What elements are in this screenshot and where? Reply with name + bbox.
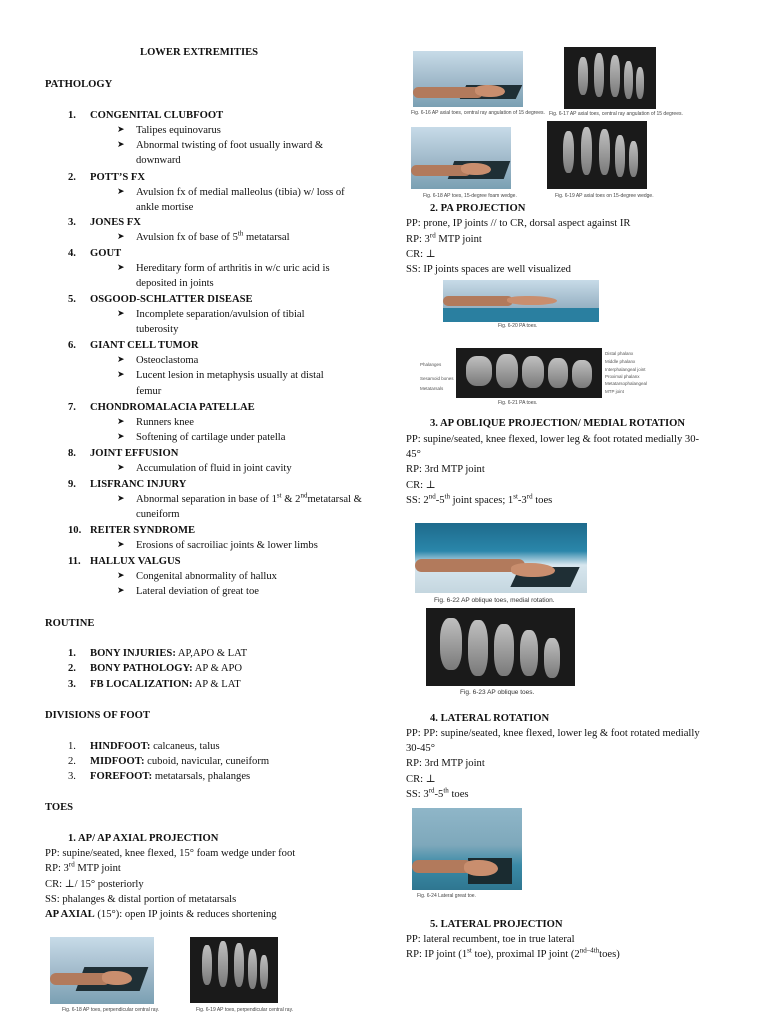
axial-caption-2: Fig. 6-17 AP axial toes, central ray angulation of 15 degrees. (549, 111, 683, 117)
pathology-number: 10. (68, 525, 82, 536)
oblique-photo-caption: Fig. 6-22 AP oblique toes, medial rotation. (434, 597, 555, 604)
pa-label: Phalanges (420, 362, 442, 367)
wedge-photo (411, 127, 511, 189)
bullet-text: Avulsion fx of base of 5th metatarsal (136, 229, 290, 243)
divisions-item: HINDFOOT: calcaneus, talus (90, 741, 220, 752)
bullet-text: Lucent lesion in metaphysis usually at distal (136, 370, 324, 381)
bullet-text: Abnormal separation in base of 1st & 2ndmetatarsal & cuneiform (136, 491, 362, 521)
oblique-cr: CR: ⊥ (406, 480, 436, 491)
pa-title: 2. PA PROJECTION (430, 203, 526, 214)
divisions-item: FOREFOOT: metatarsals, phalanges (90, 771, 251, 782)
lateral-rotation-pp-2: 30-45° (406, 743, 435, 754)
pa-pp: PP: prone, IP joints // to CR, dorsal aspect against IR (406, 218, 631, 229)
bullet-arrow-icon: ➤ (117, 462, 125, 472)
lateral-rotation-caption: Fig. 6-24 Lateral great toe. (417, 893, 476, 899)
oblique-pp-2: 45° (406, 449, 421, 460)
ap-axial-note: AP AXIAL (15°): open IP joints & reduces shortening (45, 909, 277, 920)
pathology-number: 2. (68, 172, 76, 183)
pathology-number: 3. (68, 217, 76, 228)
pa-ss: SS: IP joints spaces are well visualized (406, 264, 571, 275)
bullet-text: Softening of cartilage under patella (136, 432, 286, 443)
oblique-pp-1: PP: supine/seated, knee flexed, lower leg & foot rotated medially 30- (406, 434, 700, 445)
pa-photo (443, 280, 599, 322)
pathology-number: 6. (68, 340, 76, 351)
pathology-number: 11. (68, 556, 81, 567)
lateral-rotation-cr: CR: ⊥ (406, 774, 436, 785)
routine-number: 2. (68, 663, 76, 674)
routine-item: FB LOCALIZATION: AP & LAT (90, 679, 241, 690)
wedge-xray-caption: Fig. 6-19 AP axial toes on 15-degree wedge. (555, 193, 654, 199)
pathology-number: 9. (68, 479, 76, 490)
ap-pp: PP: supine/seated, knee flexed, 15° foam wedge under foot (45, 848, 296, 859)
axial-photo-1 (413, 51, 523, 107)
ap-ss: SS: phalanges & distal portion of metatarsals (45, 894, 237, 905)
pa-label: Proximal phalanx (605, 374, 640, 379)
bullet-arrow-icon: ➤ (117, 139, 125, 149)
pa-label: Metatarsophalangeal (605, 381, 648, 386)
pathology-title: CHONDROMALACIA PATELLAE (90, 402, 255, 413)
bullet-text: Congenital abnormality of hallux (136, 571, 277, 582)
ap-toes-xray (190, 937, 278, 1003)
lateral-rotation-photo (412, 808, 522, 890)
pathology-title: JOINT EFFUSION (90, 448, 179, 459)
bullet-arrow-icon: ➤ (117, 124, 125, 134)
oblique-title: 3. AP OBLIQUE PROJECTION/ MEDIAL ROTATION (430, 418, 686, 429)
bullet-arrow-icon: ➤ (117, 493, 125, 503)
bullet-arrow-icon: ➤ (117, 431, 125, 441)
bullet-arrow-icon: ➤ (117, 369, 125, 379)
oblique-ss: SS: 2nd-5th joint spaces; 1st-3rd toes (406, 492, 553, 506)
pathology-number: 5. (68, 294, 76, 305)
lateral-projection-pp: PP: lateral recumbent, toe in true lateral (406, 934, 575, 945)
bullet-text: Osteoclastoma (136, 355, 199, 366)
pa-label: Sesamoid bones (420, 376, 454, 381)
pathology-title: POTT’S FX (90, 172, 146, 183)
bullet-arrow-icon: ➤ (117, 262, 125, 272)
pathology-title: HALLUX VALGUS (90, 556, 181, 567)
pa-label: Distal phalanx (605, 351, 634, 356)
bullet-text: femur (136, 386, 162, 397)
pathology-number: 8. (68, 448, 76, 459)
pa-label: Interphalangeal joint (605, 367, 646, 372)
routine-item: BONY INJURIES: AP,APO & LAT (90, 648, 248, 659)
axial-caption-1: Fig. 6-16 AP axial toes, central ray angulation of 15 degrees. (411, 110, 545, 116)
bullet-arrow-icon: ➤ (117, 308, 125, 318)
divisions-heading: DIVISIONS OF FOOT (45, 710, 150, 721)
oblique-xray-caption: Fig. 6-23 AP oblique toes. (460, 689, 535, 696)
ap-photo-caption: Fig. 6-18 AP toes, perpendicular central ray. (62, 1007, 160, 1013)
bullet-text: deposited in joints (136, 278, 214, 289)
bullet-text: Lateral deviation of great toe (136, 586, 259, 597)
bullet-text: tuberosity (136, 324, 179, 335)
lateral-rotation-pp-1: PP: PP: supine/seated, knee flexed, lower leg & foot rotated medially (406, 728, 700, 739)
ap-projection-title: 1. AP/ AP AXIAL PROJECTION (68, 833, 219, 844)
routine-number: 1. (68, 648, 76, 659)
bullet-text: Erosions of sacroiliac joints & lower limbs (136, 540, 318, 551)
bullet-arrow-icon: ➤ (117, 570, 125, 580)
toes-heading: TOES (45, 802, 74, 813)
ap-cr: CR: ⊥/ 15° posteriorly (45, 879, 144, 890)
lateral-rotation-rp: RP: 3rd MTP joint (406, 758, 485, 769)
lateral-rotation-title: 4. LATERAL ROTATION (430, 713, 550, 724)
pathology-title: REITER SYNDROME (90, 525, 196, 536)
pathology-title: OSGOOD-SCHLATTER DISEASE (90, 294, 253, 305)
divisions-number: 1. (68, 741, 76, 752)
bullet-text: Talipes equinovarus (136, 125, 221, 136)
bullet-text: Abnormal twisting of foot usually inward & (136, 140, 324, 151)
oblique-photo (415, 523, 587, 593)
pa-label: Middle phalanx (605, 359, 636, 364)
bullet-arrow-icon: ➤ (117, 585, 125, 595)
routine-heading: ROUTINE (45, 618, 95, 629)
bullet-arrow-icon: ➤ (117, 539, 125, 549)
bullet-text: Accumulation of fluid in joint cavity (136, 463, 292, 474)
bullet-text: ankle mortise (136, 202, 194, 213)
pa-rp: RP: 3rd MTP joint (406, 231, 482, 245)
oblique-rp: RP: 3rd MTP joint (406, 464, 485, 475)
bullet-arrow-icon: ➤ (117, 416, 125, 426)
pathology-title: GOUT (90, 248, 122, 259)
pathology-number: 1. (68, 110, 76, 121)
pathology-number: 4. (68, 248, 76, 259)
bullet-text: Hereditary form of arthritis in w/c uric acid is (136, 263, 330, 274)
lateral-projection-rp: RP: IP joint (1st toe), proximal IP joint $(2^{nd-4th}toes)$ (406, 946, 620, 960)
ap-toes-photo (50, 937, 154, 1004)
bullet-arrow-icon: ➤ (117, 231, 125, 241)
pa-label: MTP joint (605, 389, 624, 394)
bullet-text: Incomplete separation/avulsion of tibial (136, 309, 305, 320)
divisions-item: MIDFOOT: cuboid, navicular, cuneiform (90, 756, 270, 767)
pa-xray-caption: Fig. 6-21 PA toes. (498, 400, 538, 406)
routine-number: 3. (68, 679, 76, 690)
ap-xray-caption: Fig. 6-19 AP toes, perpendicular central ray. (196, 1007, 294, 1013)
bullet-arrow-icon: ➤ (117, 186, 125, 196)
divisions-number: 3. (68, 771, 76, 782)
pathology-title: JONES FX (90, 217, 141, 228)
pa-label: Metatarsals (420, 386, 444, 391)
lateral-projection-title: 5. LATERAL PROJECTION (430, 919, 563, 930)
pa-photo-caption: Fig. 6-20 PA toes. (498, 323, 538, 329)
ap-rp: RP: 3rd MTP joint (45, 860, 121, 874)
pathology-title: CONGENITAL CLUBFOOT (90, 110, 224, 121)
pathology-title: LISFRANC INJURY (90, 479, 187, 490)
pa-cr: CR: ⊥ (406, 249, 436, 260)
divisions-number: 2. (68, 756, 76, 767)
pathology-heading: PATHOLOGY (45, 79, 113, 90)
bullet-text: Avulsion fx of medial malleolus (tibia) w/ loss of (136, 187, 345, 198)
wedge-caption: Fig. 6-18 AP toes, 15-degree foam wedge. (423, 193, 517, 199)
pathology-title: GIANT CELL TUMOR (90, 340, 199, 351)
axial-xray-1 (564, 47, 656, 109)
routine-item: BONY PATHOLOGY: AP & APO (90, 663, 243, 674)
page-title: LOWER EXTREMITIES (140, 47, 259, 58)
lateral-rotation-ss: SS: 3rd-5th toes (406, 786, 469, 800)
bullet-arrow-icon: ➤ (117, 354, 125, 364)
bullet-text: Runners knee (136, 417, 194, 428)
wedge-xray (547, 121, 647, 189)
pa-xray (456, 348, 602, 398)
oblique-xray (426, 608, 575, 686)
pathology-number: 7. (68, 402, 76, 413)
bullet-text: downward (136, 155, 181, 166)
